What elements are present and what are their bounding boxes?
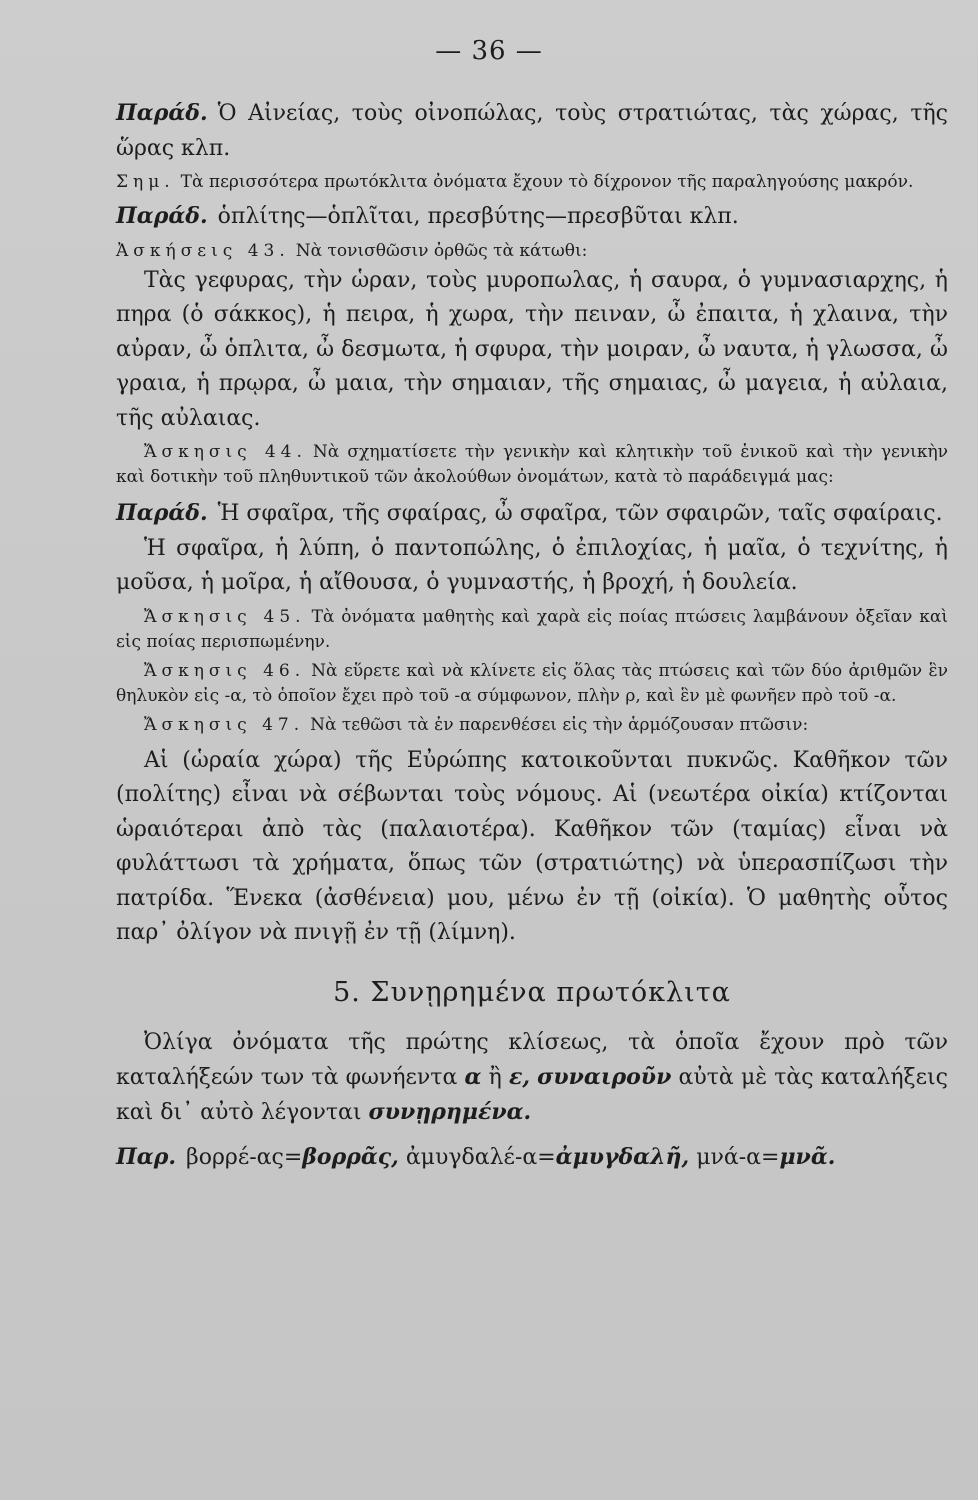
example-label: Παράδ.: [116, 203, 208, 229]
exercise-heading: [116, 239, 948, 264]
exercise-body: Ἡ σφαῖρα, ἡ λύπη, ὁ παντοπώλης, ὁ ἐπιλοχίας, ἡ μαῖα, ὁ τεχνίτης, ἡ μοῦσα, ἡ μοῖρα, ἡ αἴθουσα, ὁ γυμναστής, ἡ βροχή, ἡ δουλεία.: [116, 535, 948, 595]
note-label: Σημ.: [116, 172, 175, 192]
exercise-instruction: Τὰ ὀνόματα μαθητὴς καὶ χαρὰ εἰς ποίας πτώσεις λαμβάνουν ὀξεῖαν καὶ εἰς ποίας περισπωμένην.: [116, 606, 948, 652]
vowel-epsilon: ε,: [508, 1063, 530, 1090]
example-paragraph: [116, 199, 948, 235]
example-label: Παρ.: [116, 1143, 177, 1170]
exercise-heading: [116, 605, 948, 655]
exercise-heading: [116, 713, 948, 738]
example-text: Ἡ σφαῖρα, τῆς σφαίρας, ὦ σφαῖρα, τῶν σφαιρῶν, ταῖς σφαίραις.: [217, 501, 943, 526]
note-paragraph: [116, 170, 948, 195]
exercise-label: Ἄσκησις 44.: [144, 442, 307, 462]
exercise-label: Ἄσκησις 45.: [144, 606, 306, 627]
example-word: ἀμυγδαλέ-α=: [405, 1144, 556, 1170]
example-paragraph: [116, 496, 948, 532]
exercise-instruction: Νὰ σχηματίσετε τὴν γενικὴν καὶ κλητικὴν τοῦ ἑνικοῦ καὶ τὴν γενικὴν καὶ δοτικὴν τοῦ πληθυντικοῦ τῶν ἀκολούθων ὀνομάτων, κατὰ τὸ παράδειγμά μας:: [116, 442, 948, 487]
page-number: — 36 —: [435, 36, 543, 66]
vowel-alpha: α: [464, 1063, 482, 1090]
section-heading: 5. Συνῃρημένα πρωτόκλιτα: [333, 976, 731, 1008]
example-text: Ὁ Αἰνείας, τοὺς οἰνοπώλας, τοὺς στρατιώτας, τὰς χώρας, τῆς ὥρας κλπ.: [116, 101, 948, 161]
example-text: ὁπλίτης—ὁπλῖται, πρεσβύτης—πρεσβῦται κλπ.: [217, 204, 739, 229]
exercise-label: Ἀσκήσεις 43.: [116, 240, 290, 261]
exercise-heading: [116, 440, 948, 490]
example-word-contracted: βορρᾶς,: [302, 1143, 399, 1170]
exercise-label: Ἄσκησις 47.: [144, 714, 305, 735]
term-emphasis: συνῃρημένα.: [368, 1098, 532, 1125]
example-word: βορρέ-ας=: [186, 1144, 303, 1170]
exercise-instruction: Νὰ τεθῶσι τὰ ἐν παρενθέσει εἰς τὴν ἁρμόζουσαν πτῶσιν:: [310, 714, 809, 735]
example-word: μνά-α=: [696, 1144, 780, 1170]
example-label: Παράδ.: [116, 500, 208, 526]
section-paragraph: [116, 1026, 948, 1130]
example-paragraph: [116, 1140, 948, 1175]
exercise-label: Ἄσκησις 46.: [144, 660, 306, 681]
note-text: Τὰ περισσότερα πρωτόκλιτα ὀνόματα ἔχουν τὸ δίχρονον τῆς παραληγούσης μακρόν.: [180, 172, 914, 192]
example-word-contracted: μνᾶ.: [779, 1143, 836, 1170]
verb-emphasis: συναιροῦν: [537, 1063, 672, 1090]
exercise-instruction: Νὰ εὕρετε καὶ νὰ κλίνετε εἰς ὅλας τὰς πτώσεις καὶ τῶν δύο ἀριθμῶν ἓν θηλυκὸν εἰς -α, τὸ ὁποῖον ἔχει πρὸ τοῦ -α σύμφωνον, πλὴν ρ, καὶ ἓν μὲ φωνῆεν πρὸ τοῦ -α.: [116, 660, 948, 706]
section-text: αὐτὰ μὲ τὰς καταλήξεις καὶ δι᾿ αὐτὸ λέγονται: [116, 1064, 948, 1125]
example-label: Παράδ.: [116, 100, 208, 126]
exercise-body: Τὰς γεφυρας, τὴν ὡραν, τοὺς μυροπωλας, ἡ σαυρα, ὁ γυμνασιαρχης, ἡ πηρα (ὁ σάκκος), ἡ πειρα, ἡ χωρα, τὴν πειναν, ὦ ἐπαιτα, ἡ χλαινα, τὴν αὐραν, ὦ ὁπλιτα, ὦ δεσμωτα, ἡ σφυρα, τὴν μοιραν, ὦ ναυτα, ἡ γλωσσα, ὦ γραια, ἡ πρῳρα, ὦ μαια, τὴν σημαιαν, τῆς σημαιας, ὦ μαγεια, ἡ αὐλαια, τῆς αὐλαιας.: [116, 267, 948, 431]
example-paragraph: [116, 96, 948, 166]
page-body: [116, 96, 948, 1175]
exercise-instruction: Νὰ τονισθῶσιν ὀρθῶς τὰ κάτωθι:: [295, 240, 588, 261]
or-word: ἢ: [488, 1064, 502, 1090]
exercise-body: Αἱ (ὡραία χώρα) τῆς Εὐρώπης κατοικοῦνται πυκνῶς. Καθῆκον τῶν (πολίτης) εἶναι νὰ σέβωνται τοὺς νόμους. Αἱ (νεωτέρα οἰκία) κτίζονται ὡραιότεραι ἀπὸ τὰς (παλαιοτέρα). Καθῆκον τῶν (ταμίας) εἶναι νὰ φυλάττωσι τὰ χρήματα, ὅπως τῶν (στρατιώτης) νὰ ὑπερασπίζωσι τὴν πατρίδα. Ἕνεκα (ἀσθένεια) μου, μένω ἐν τῇ (οἰκία). Ὁ μαθητὴς οὗτος παρ᾿ ὀλίγον νὰ πνιγῇ ἐν τῇ (λίμνη).: [116, 747, 948, 945]
example-word-contracted: ἀμυγδαλῆ,: [555, 1143, 690, 1170]
section-text: Ὀλίγα ὀνόματα τῆς πρώτης κλίσεως, τὰ ὁποῖα ἔχουν πρὸ τῶν καταλήξεών των τὰ φωνήεντα: [116, 1029, 948, 1090]
exercise-heading: [116, 659, 948, 709]
